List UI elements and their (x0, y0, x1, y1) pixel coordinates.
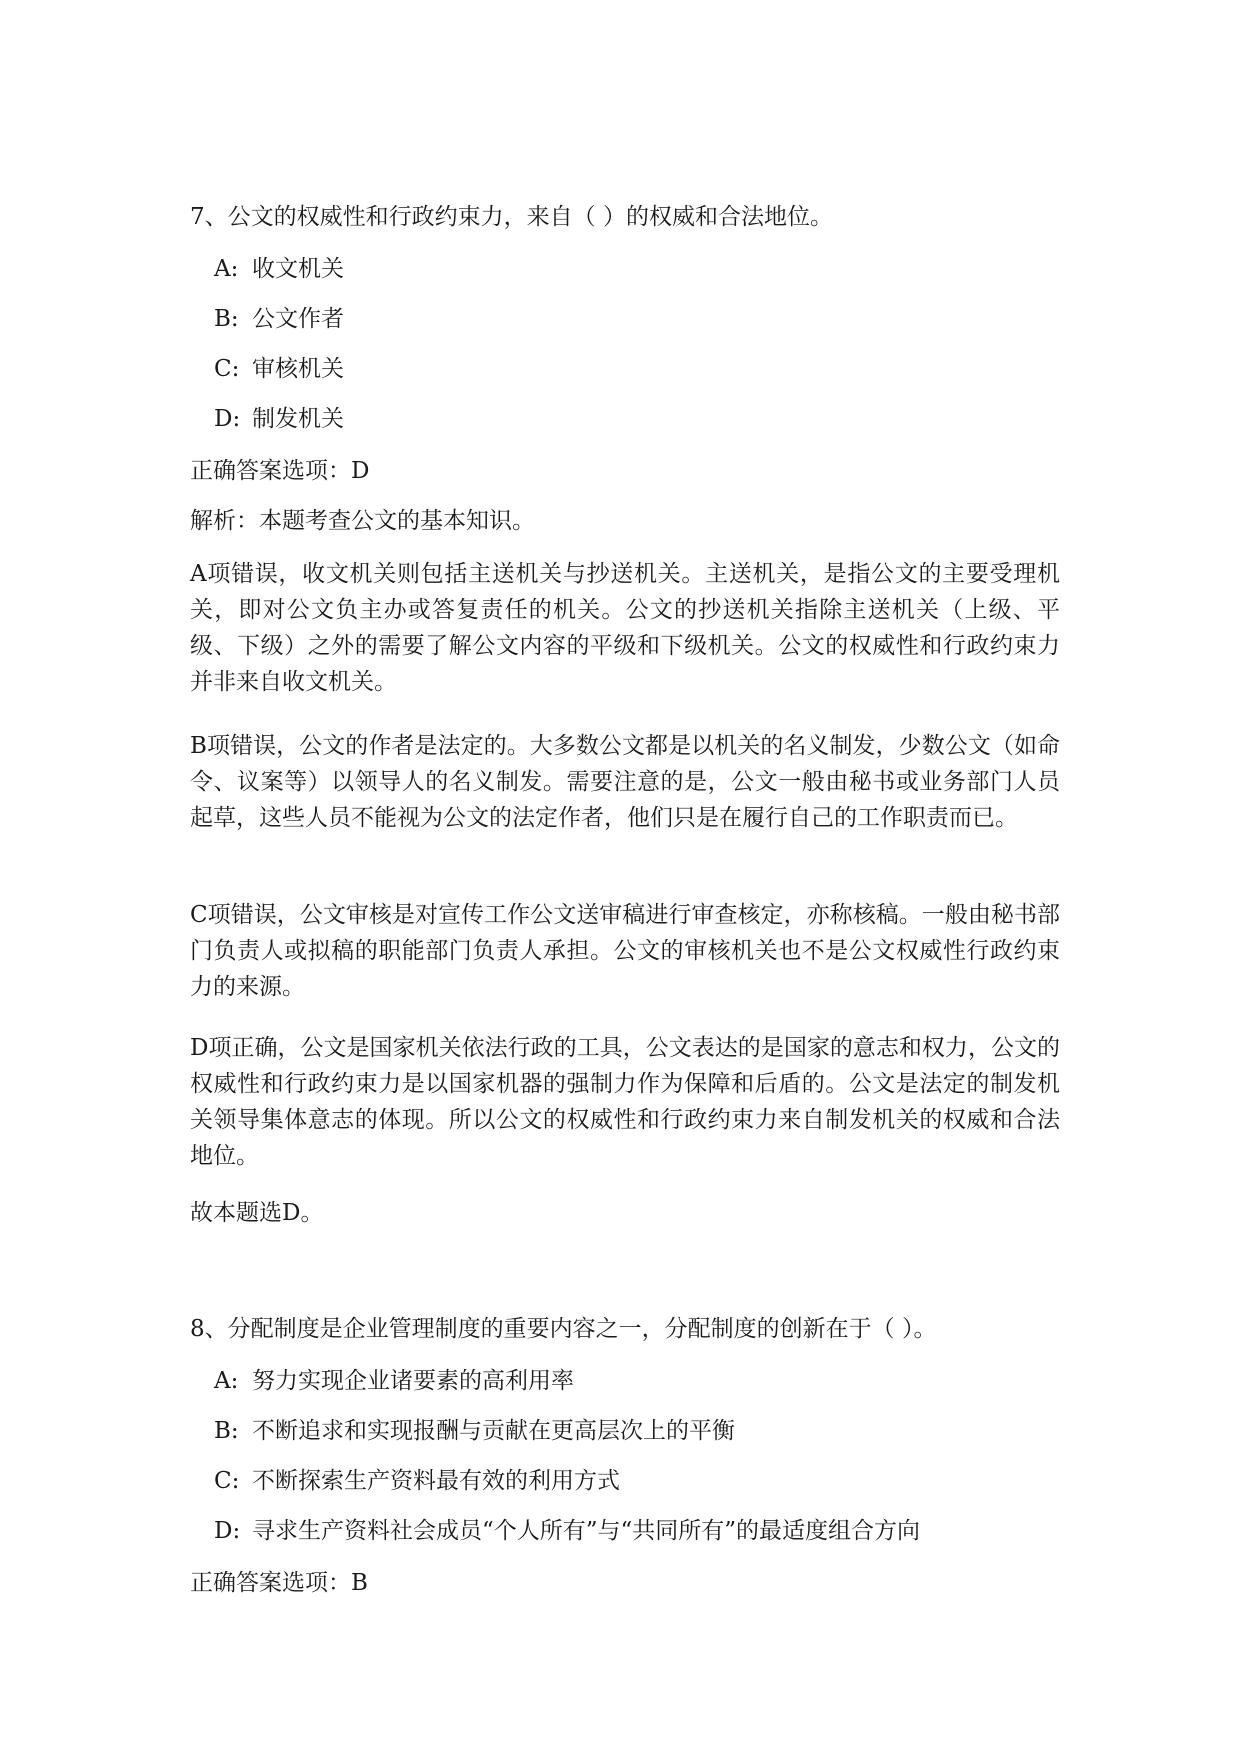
option-letter: C: (214, 1468, 240, 1494)
option-text: 制发机关 (252, 406, 344, 432)
option-letter: D: (214, 406, 241, 432)
question-7-answer: 正确答案选项：D (190, 458, 370, 484)
option-letter: D: (214, 1518, 241, 1544)
question-7-analysis-b: B项错误，公文的作者是法定的。大多数公文都是以机关的名义制发，少数公文（如命令、议案等）以领导人的名义制发。需要注意的是，公文一般由秘书或业务部门人员起草，这些人员不能视为公文的法定作者，他们只是在履行自己的工作职责而已。 (190, 733, 1060, 831)
question-8-option-d (214, 1516, 920, 1546)
question-7-option-d (214, 404, 344, 434)
question-7-option-c (214, 354, 344, 384)
option-text: 审核机关 (252, 356, 344, 382)
option-text: 公文作者 (252, 306, 344, 332)
option-letter: C: (214, 356, 240, 382)
option-text: 不断探索生产资料最有效的利用方式 (252, 1468, 620, 1494)
option-letter: B: (214, 1418, 239, 1444)
question-8-option-b (214, 1416, 735, 1446)
option-text: 努力实现企业诸要素的高利用率 (252, 1368, 574, 1394)
question-8-option-c (214, 1466, 620, 1496)
option-letter: A: (214, 1368, 239, 1394)
question-8-stem: 8、分配制度是企业管理制度的重要内容之一，分配制度的创新在于（ ）。 (190, 1316, 937, 1342)
question-8-answer: 正确答案选项：B (190, 1570, 368, 1596)
question-8-option-a (214, 1366, 574, 1396)
question-7-analysis-d: D项正确，公文是国家机关依法行政的工具，公文表达的是国家的意志和权力，公文的权威性和行政约束力是以国家机器的强制力作为保障和后盾的。公文是法定的制发机关领导集体意志的体现。所以公文的权威性和行政约束力来自制发机关的权威和合法地位。 (190, 1035, 1060, 1169)
question-7-analysis-a: A项错误，收文机关则包括主送机关与抄送机关。主送机关，是指公文的主要受理机关，即对公文负主办或答复责任的机关。公文的抄送机关指除主送机关（上级、平级、下级）之外的需要了解公文内容的平级和下级机关。公文的权威性和行政约束力并非来自收文机关。 (190, 561, 1060, 695)
question-7-stem: 7、公文的权威性和行政约束力，来自（ ）的权威和合法地位。 (190, 204, 833, 230)
option-letter: B: (214, 306, 239, 332)
question-7-conclusion: 故本题选D。 (190, 1200, 324, 1226)
question-7-analysis-c: C项错误，公文审核是对宣传工作公文送审稿进行审查核定，亦称核稿。一般由秘书部门负责人或拟稿的职能部门负责人承担。公文的审核机关也不是公文权威性行政约束力的来源。 (190, 902, 1060, 1000)
question-7-option-a (214, 254, 344, 284)
option-letter: A: (214, 256, 239, 282)
option-text: 收文机关 (252, 256, 344, 282)
question-7-analysis-intro: 解析：本题考查公文的基本知识。 (190, 508, 535, 534)
option-text: 不断追求和实现报酬与贡献在更高层次上的平衡 (252, 1418, 735, 1444)
question-7-option-b (214, 304, 344, 334)
option-text: 寻求生产资料社会成员“个人所有”与“共同所有”的最适度组合方向 (252, 1518, 921, 1544)
